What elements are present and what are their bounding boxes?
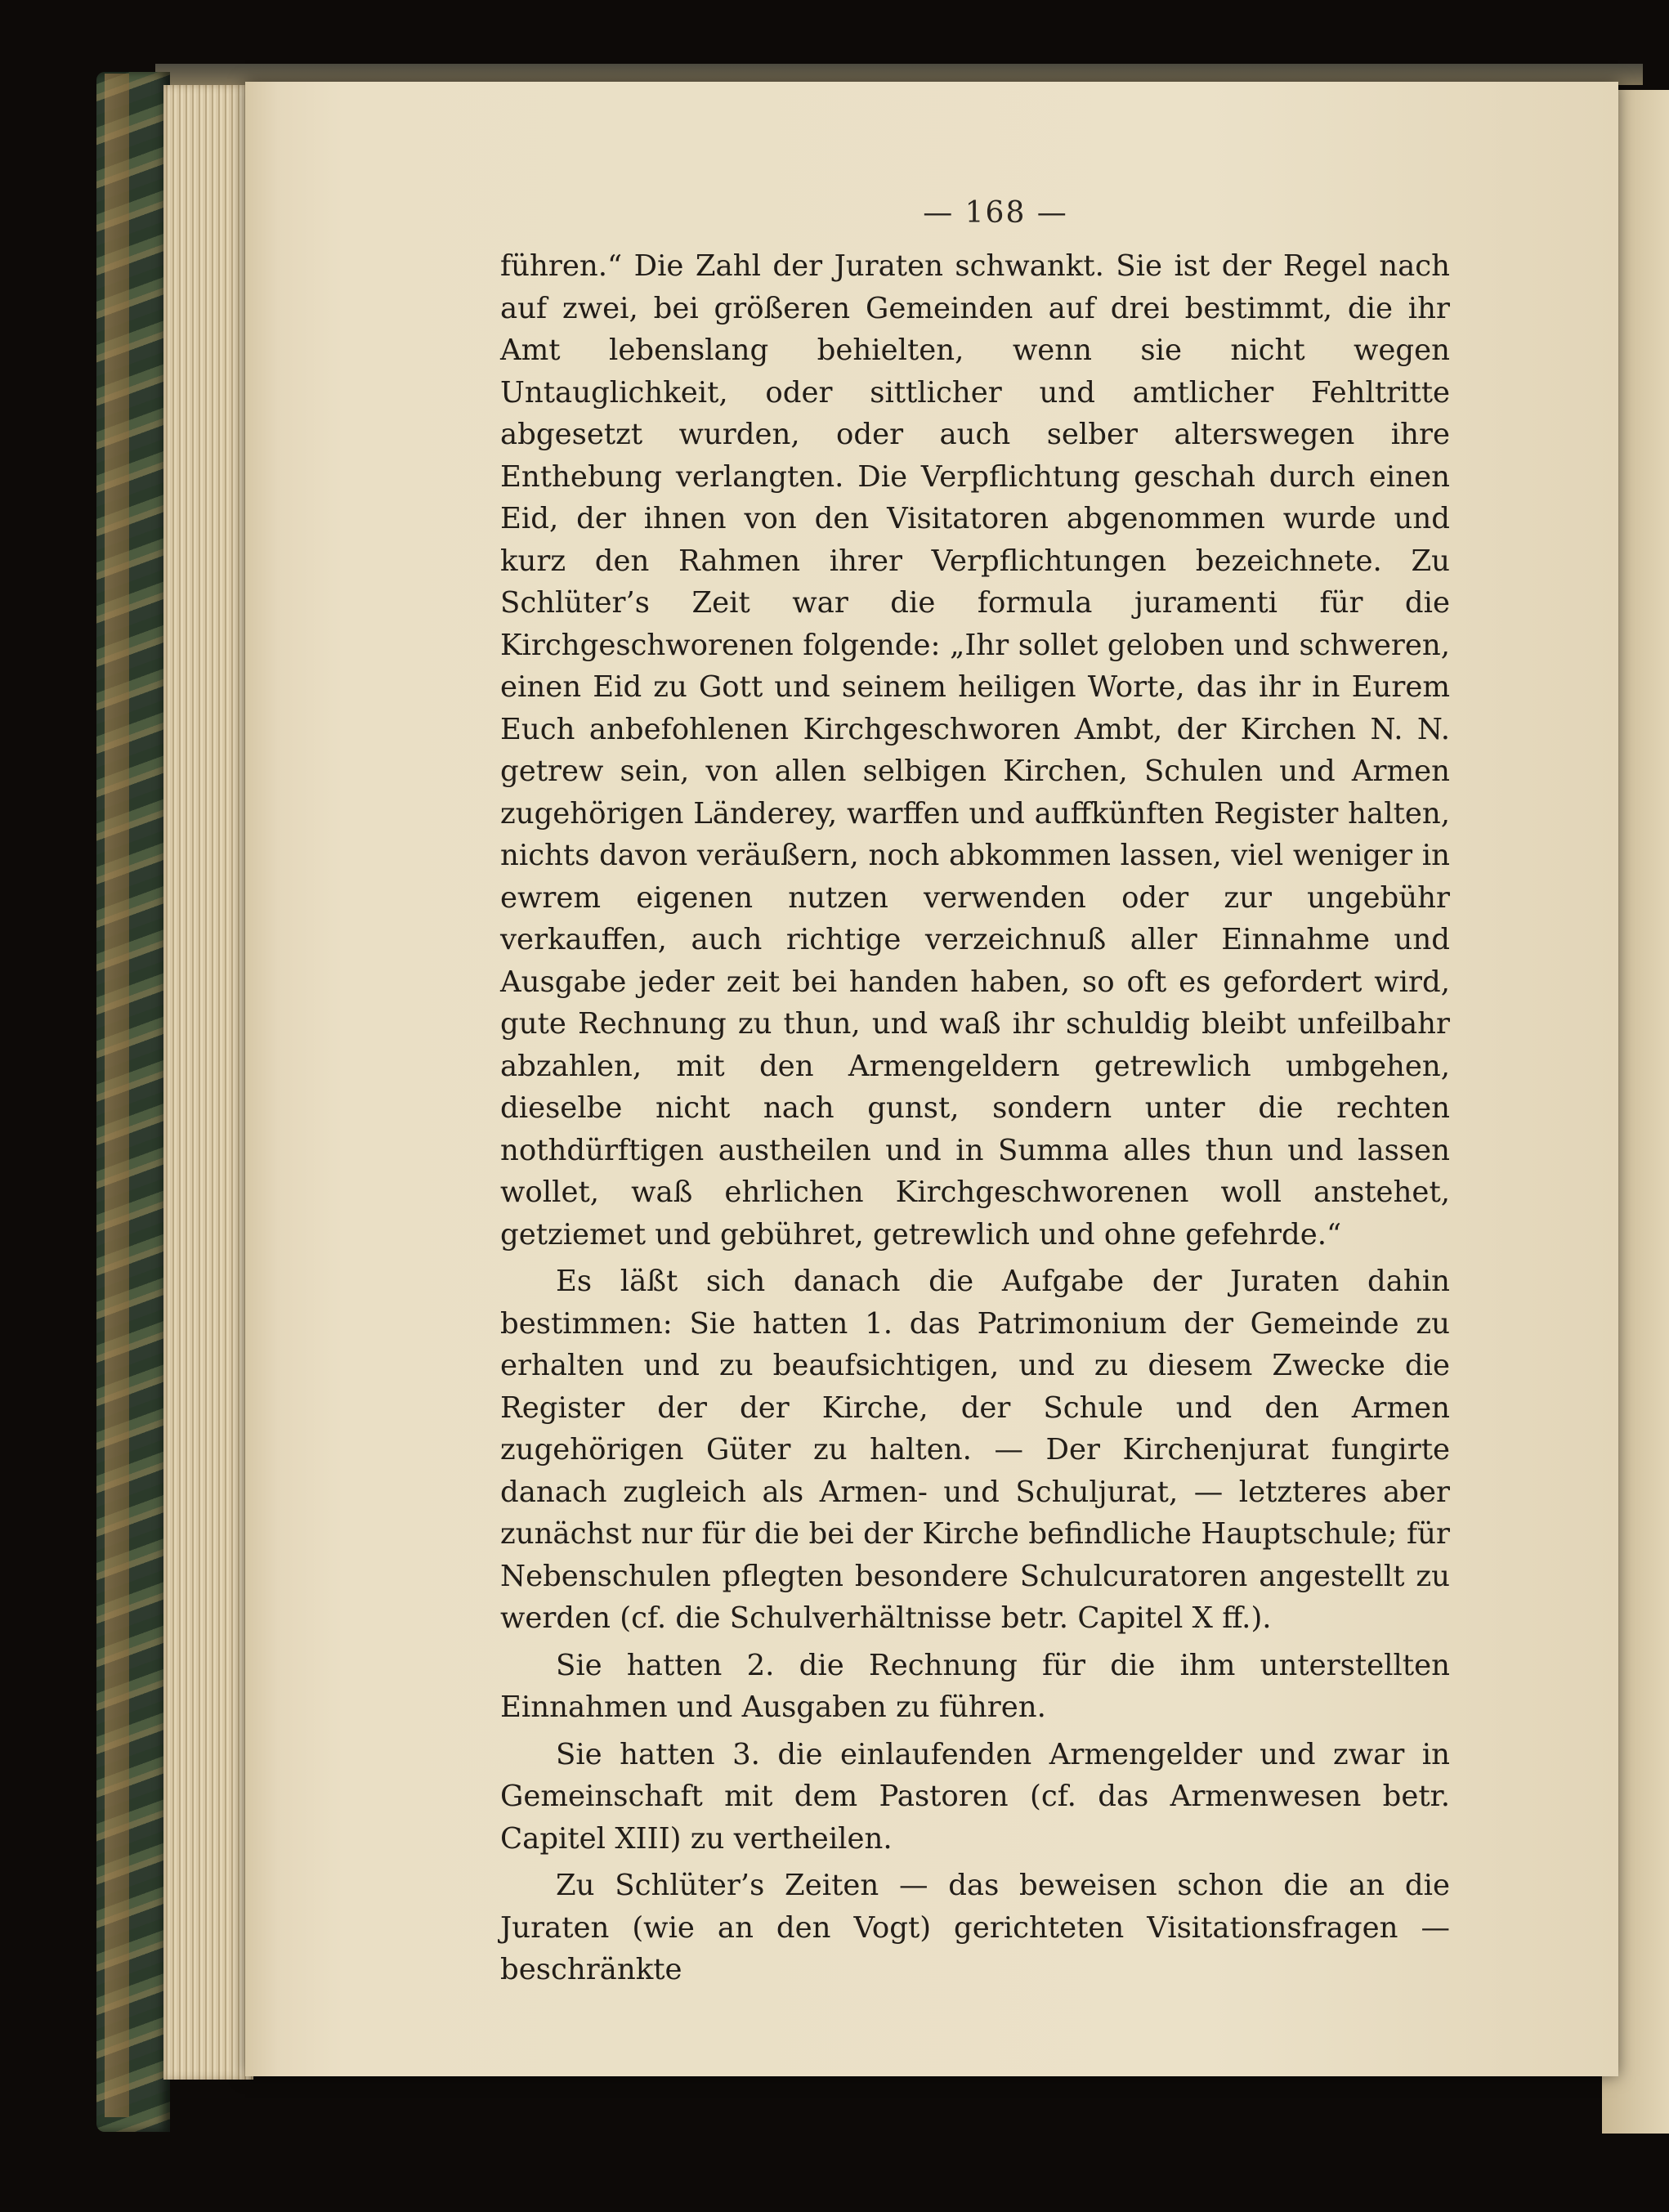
paragraph-5: Zu Schlüter’s Zeiten — das beweisen schon die an die Juraten (wie an den Vogt) gerichteten Visitationsfragen — beschränkte: [500, 1869, 1450, 1986]
paragraph-1: führen.“ Die Zahl der Juraten schwankt. Sie ist der Regel nach auf zwei, bei größeren Gemeinden auf drei bestimmt, die ihr Amt lebenslang behielten, wenn sie nicht wegen Untauglichkeit, oder sittlicher und amtlicher Fehltritte abgesetzt wurden, oder auch selber alterswegen ihre Enthebung verlangten. Die Verpflichtung geschah durch einen Eid, der ihnen von den Visitatoren abgenommen wurde und kurz den Rahmen ihrer Verpflichtungen bezeichnete. Zu Schlüter’s Zeit war die formula juramenti für die Kirchgeschworenen folgende: „Ihr sollet geloben und schweren, einen Eid zu Gott und seinem heiligen Worte, das ihr in Eurem Euch anbefohlenen Kirchgeschworen Ambt, der Kirchen N. N. getrew sein, von allen selbigen Kirchen, Schulen und Armen zugehörigen Länderey, warffen und auffkünften Register halten, nichts davon veräußern, noch abkommen lassen, viel weniger in ewrem eigenen nutzen verwenden oder zur ungebühr verkauffen, auch richtige verzeichnuß aller Einnahme und Ausgabe jeder zeit bei handen haben, so oft es gefordert wird, gute Rechnung zu thun, und waß ihr schuldig bleibt unfeilbahr abzahlen, mit den Armengeldern getrewlich umbgehen, dieselbe nicht nach gunst, sondern unter die rechten nothdürftigen austheilen und in Summa alles thun und lassen wollet, waß ehrlichen Kirchgeschworenen woll anstehet, getziemet und gebühret, getrewlich und ohne gefehrde.“: [500, 249, 1450, 1252]
paragraph-4: Sie hatten 3. die einlaufenden Armengelder und zwar in Gemeinschaft mit dem Pastoren (cf. das Armenwesen betr. Capitel XIII) zu vertheilen.: [500, 1737, 1450, 1856]
paragraph-3: Sie hatten 2. die Rechnung für die ihm unterstellten Einnahmen und Ausgaben zu führen.: [500, 1648, 1450, 1724]
page-stack-edges: [163, 85, 253, 2080]
page-text: [500, 245, 1450, 1996]
page-number: — 168 —: [923, 196, 1068, 230]
paragraph-2: Es läßt sich danach die Aufgabe der Juraten dahin bestimmen: Sie hatten 1. das Patrimonium der Gemeinde zu erhalten und zu beaufsichtigen, und zu diesem Zwecke die Register der der Kirche, der Schule und den Armen zugehörigen Güter zu halten. — Der Kirchenjurat fungirte danach zugleich als Armen- und Schuljurat, — letzteres aber zunächst nur für die bei der Kirche befindliche Hauptschule; für Nebenschulen pflegten besondere Schulcuratoren angestellt zu werden (cf. die Schulverhältnisse betr. Capitel X ff.).: [500, 1265, 1450, 1635]
cover-worn-edge: [105, 74, 129, 2117]
